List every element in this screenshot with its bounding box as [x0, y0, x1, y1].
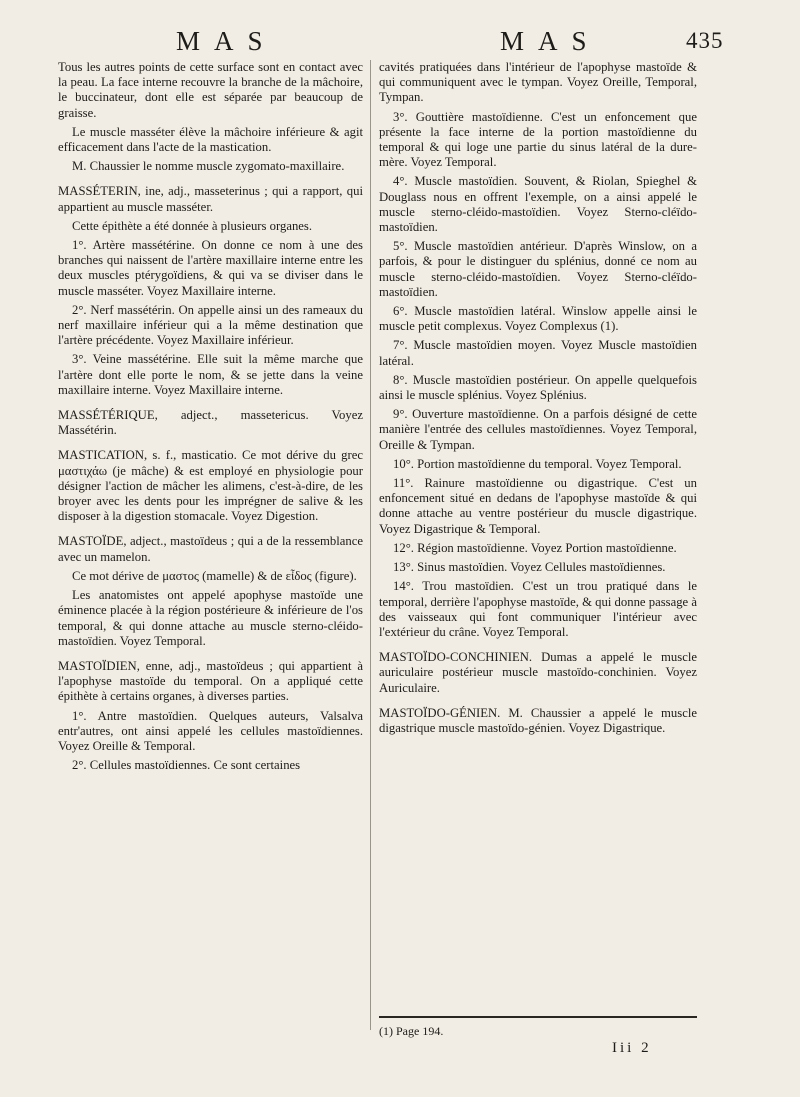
subentry: 1°. Antre mastoïdien. Quelques auteurs, Valsalva entr'autres, ont ainsi appelé les cellules mastoïdiennes. Voyez Oreille & Temporal.	[58, 708, 363, 753]
paragraph: M. Chaussier le nomme muscle zygomato-maxillaire.	[72, 159, 345, 174]
subentry: 13°. Sinus mastoïdien. Voyez Cellules mastoïdiennes.	[393, 560, 666, 575]
entry-masseterin: MASSÉTERIN, ine, adj., masseterinus ; qui a rapport, qui appartient au muscle masséter.	[58, 184, 363, 214]
subentry: 5°. Muscle mastoïdien antérieur. D'après Winslow, on a parfois, & pour le distinguer du splénius, donné ce nom au muscle sterno-cléido-mastoïdien. Voyez Sterno-cléïdo-mastoïdien.	[379, 239, 697, 299]
paragraph: Cette épithète a été donnée à plusieurs organes.	[72, 218, 313, 233]
subentry: 4°. Muscle mastoïdien. Souvent, & Riolan, Spieghel & Douglass nous en offrent l'exemple, on a ainsi appelé le muscle sterno-cléido-mastoïdien. Voyez Sterno-cléïdo-mastoïdien.	[379, 174, 697, 235]
header-left-headword: MAS	[176, 26, 277, 56]
paragraph: Tous les autres points de cette surface sont en contact avec la peau. La face interne recouvre la branche de la mâchoire, le buccinateur, dont elle est séparée par beaucoup de graisse.	[58, 60, 363, 120]
footnote-rule	[379, 1016, 697, 1018]
right-column	[379, 60, 697, 740]
subentry: 2°. Nerf massétérin. On appelle ainsi un des rameaux du nerf maxillaire inférieur qui a la même destination que l'artère précédente. Voyez Maxillaire inférieur.	[58, 302, 363, 348]
header-right-headword: MAS	[500, 26, 601, 56]
signature-mark: Iii 2	[612, 1040, 652, 1056]
subentry: 6°. Muscle mastoïdien latéral. Winslow appelle ainsi le muscle petit complexus. Voyez Complexus (1).	[379, 304, 697, 334]
page-number: 435	[686, 28, 724, 53]
entry-mastoidien: MASTOÏDIEN, enne, adj., mastoïdeus ; qui appartient à l'apophyse mastoïde du temporal. On a appliqué cette épithète à certains organes, à diverses parties.	[58, 658, 363, 704]
paragraph: Ce mot dérive de μαστος (mamelle) & de εἶδος (figure).	[72, 568, 357, 583]
subentry: 7°. Muscle mastoïdien moyen. Voyez Muscle mastoïdien latéral.	[379, 338, 697, 368]
subentry: 10°. Portion mastoïdienne du temporal. Voyez Temporal.	[393, 456, 682, 471]
running-header	[0, 22, 800, 56]
column-divider	[370, 60, 371, 1030]
subentry: 14°. Trou mastoïdien. C'est un trou pratiqué dans le temporal, derrière l'apophyse mastoïde, & qui donne passage à des vaisseaux qui font communiquer l'intérieur avec l'extérieur du crâne. Voyez Temporal.	[379, 579, 697, 639]
entry-mastoide: MASTOÏDE, adject., mastoïdeus ; qui a de la ressemblance avec un mamelon.	[58, 534, 363, 564]
paragraph: cavités pratiquées dans l'intérieur de l'apophyse mastoïde & qui communiquent avec le tympan. Voyez Oreille, Temporal, Tympan.	[379, 60, 697, 105]
left-column	[58, 60, 363, 777]
entry-mastoido-genien: MASTOÏDO-GÉNIEN. M. Chaussier a appelé le muscle digastrique muscle mastoïdo-génien. Voyez Digastrique.	[379, 705, 697, 735]
entry-mastoido-conchinien: MASTOÏDO-CONCHINIEN. Dumas a appelé le muscle auriculaire postérieur muscle mastoïdo-conchinien. Voyez Auriculaire.	[379, 650, 697, 695]
subentry: 9°. Ouverture mastoïdienne. On a parfois désigné de cette manière l'entrée des cellules mastoïdiennes. Voyez Temporal, Oreille & Tympan.	[379, 407, 697, 452]
entry-mastication: MASTICATION, s. f., masticatio. Ce mot dérive du grec μαστιχάω (je mâche) & est employé en physiologie pour désigner l'action de mâcher les alimens, c'est-à-dire, de les broyer avec les dents pour les imprégner de salive & les disposer à la digestion stomacale. Voyez Digestion.	[58, 448, 363, 524]
footnote: (1) Page 194.	[379, 1024, 444, 1038]
paragraph: Le muscle masséter élève la mâchoire inférieure & agit efficacement dans l'acte de la mastication.	[58, 124, 363, 155]
entry-masseterique: MASSÉTÉRIQUE, adject., massetericus. Voyez Massétérin.	[58, 408, 363, 438]
subentry: 3°. Veine massétérine. Elle suit la même marche que l'artère dont elle porte le nom, & se jette dans la veine maxillaire interne. Voyez Maxillaire interne.	[58, 352, 363, 397]
paragraph: Les anatomistes ont appelé apophyse mastoïde une éminence placée à la région postérieure & inférieure de l'os temporal, & qui donne attache au muscle sterno-cléido-mastoïdien. Voyez Temporal.	[58, 588, 363, 648]
subentry: 3°. Gouttière mastoïdienne. C'est un enfoncement que présente la face interne de la portion mastoïdienne du temporal & qui loge une partie du sinus latéral de la dure-mère. Voyez Temporal.	[379, 109, 697, 170]
subentry: 2°. Cellules mastoïdiennes. Ce sont certaines	[72, 758, 301, 773]
subentry: 8°. Muscle mastoïdien postérieur. On appelle quelquefois ainsi le muscle splénius. Voyez Splénius.	[379, 372, 697, 403]
subentry: 1°. Artère massétérine. On donne ce nom à une des branches qui naissent de l'artère maxillaire interne entre les deux muscles ptérygoïdiens, & qui va se diviser dans le muscle masséter. Voyez Maxillaire interne.	[58, 238, 363, 298]
subentry: 12°. Région mastoïdienne. Voyez Portion mastoïdienne.	[393, 540, 677, 555]
subentry: 11°. Rainure mastoïdienne ou digastrique. C'est un enfoncement situé en dedans de l'apophyse mastoïde & qui donne attache au ventre postérieur du muscle digastrique. Voyez Digastrique & Temporal.	[379, 476, 697, 536]
